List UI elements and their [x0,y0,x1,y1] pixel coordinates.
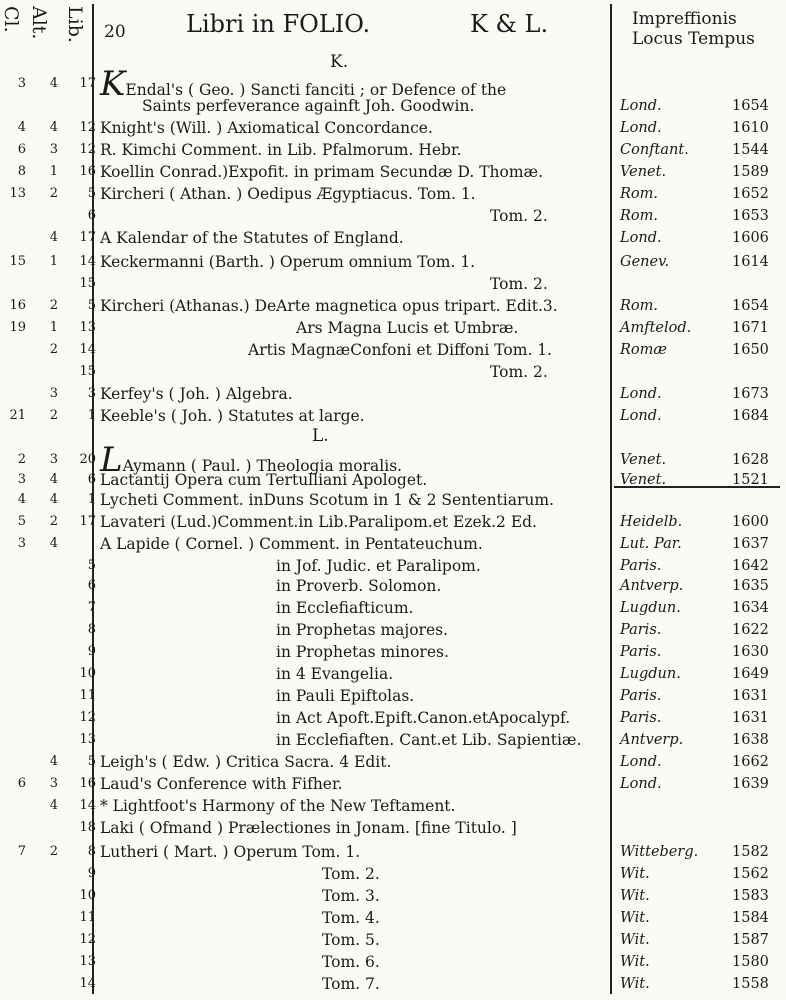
entry-title [276,664,393,684]
entry-text: Artis MagnæConfoni et Diffoni Tom. 1. [248,341,553,359]
imprint-place: Lut. Par. [620,536,682,552]
imprint-year: 1630 [732,644,769,660]
entry-text: A Lapide ( Cornel. ) Comment. in Pentateuchum. [100,535,483,553]
entry-text: Tom. 2. [490,363,548,381]
entry-title [100,252,475,272]
imprint-year: 1622 [732,622,769,638]
imprint-place: Wit. [620,888,650,904]
entry-text: Tom. 5. [322,931,380,949]
alt-number: 4 [49,76,58,91]
imprint-header-line1: Impreffionis [632,9,737,29]
imprint-year: 1584 [732,910,769,926]
entry-text: Tom. 7. [322,975,380,993]
entry-text: in Jof. Judic. et Paralipom. [276,557,481,575]
imprint-year: 1671 [732,320,769,336]
page-title: Libri in FOLIO. [186,10,371,38]
class-number: 19 [9,320,26,335]
imprint-year: 1562 [732,866,769,882]
catalogue-row [4,184,784,204]
imprint-year: 1580 [732,954,769,970]
imprint-year: 1650 [732,342,769,358]
lib-number: 18 [79,820,96,835]
imprint-place: Paris. [620,622,662,638]
entry-text: Keeble's ( Joh. ) Statutes at large. [100,407,365,425]
lib-number: 15 [79,276,96,291]
imprint-place: Wit. [620,932,650,948]
drop-capital: K [100,64,126,104]
catalogue-row [4,162,784,182]
entry-text: Saints perfeverance againft Joh. Goodwin. [142,97,475,115]
imprint-place: Amftelod. [620,320,692,336]
alt-number: 2 [49,186,58,201]
page-number: 20 [104,22,126,42]
imprint-year: 1684 [732,408,769,424]
imprint-place: Wit. [620,954,650,970]
imprint-year: 1558 [732,976,769,992]
section-heading-l: L. [312,426,329,446]
imprint-place: Wit. [620,866,650,882]
lib-number: 9 [87,644,96,659]
entry-text: Kerfey's ( Joh. ) Algebra. [100,385,293,403]
entry-text: Leigh's ( Edw. ) Critica Sacra. 4 Edit. [100,753,392,771]
imprint-place: Rom. [620,298,659,314]
imprint-year: 1600 [732,514,769,530]
entry-text: Aymann ( Paul. ) Theologia moralis. [122,457,403,475]
class-number: 15 [9,254,26,269]
catalogue-row [4,842,784,862]
entry-text: Laki ( Ofmand ) Prælectiones in Jonam. [fine Titulo. ] [100,819,517,837]
catalogue-row [4,556,784,576]
imprint-place: Paris. [620,558,662,574]
imprint-place: Paris. [620,710,662,726]
catalogue-row [4,406,784,426]
catalogue-row [4,228,784,248]
entry-title [276,686,414,706]
entry-text: Lavateri (Lud.)Comment.in Lib.Paralipom.et Ezek.2 Ed. [100,513,537,531]
catalogue-row [4,708,784,728]
catalogue-row [4,818,784,838]
entry-title [490,274,548,294]
class-number: 16 [9,298,26,313]
lib-number: 1 [87,492,96,507]
alt-number: 1 [49,164,58,179]
imprint-place: Lond. [620,776,662,792]
catalogue-row [4,642,784,662]
imprint-year: 1589 [732,164,769,180]
catalogue-row [4,886,784,906]
imprint-place: Lond. [620,408,662,424]
entry-text: A Kalendar of the Statutes of England. [100,229,404,247]
lib-number: 12 [79,710,96,725]
lib-number: 1 [87,408,96,423]
catalogue-row [4,512,784,532]
entry-title [322,930,380,950]
catalogue-row [4,796,784,816]
entry-text: Knight's (Will. ) Axiomatical Concordance. [100,119,433,137]
entry-text: Tom. 3. [322,887,380,905]
imprint-year: 1642 [732,558,769,574]
alt-number: 1 [49,320,58,335]
entry-title [100,470,427,490]
imprint-year: 1610 [732,120,769,136]
entry-text: in 4 Evangelia. [276,665,394,683]
imprint-year: 1635 [732,578,769,594]
catalogue-row [4,252,784,272]
lib-number: 10 [79,666,96,681]
imprint-year: 1631 [732,710,769,726]
imprint-place: Paris. [620,688,662,704]
imprint-place: Venet. [620,452,667,468]
alt-number: 4 [49,472,58,487]
catalogue-row [4,490,784,510]
lib-number: 16 [79,776,96,791]
imprint-place: Lond. [620,754,662,770]
imprint-place: Rom. [620,208,659,224]
entry-text: Keckermanni (Barth. ) Operum omnium Tom. 1. [100,253,476,271]
imprint-place: Conftant. [620,142,689,158]
imprint-year: 1606 [732,230,769,246]
alt-number: 3 [49,142,58,157]
imprint-place: Venet. [620,164,667,180]
entry-text: Tom. 2. [490,275,548,293]
catalogue-row [4,140,784,160]
entry-title [276,556,481,576]
entry-title [276,620,448,640]
column-header-class: Cl. [0,6,22,33]
class-number: 6 [17,142,26,157]
drop-capital: L [100,440,123,480]
lib-number: 7 [87,600,96,615]
entry-text: Kircheri (Athanas.) DeArte magnetica opus tripart. Edit.3. [100,297,558,315]
alt-number: 4 [49,120,58,135]
alt-number: 3 [49,452,58,467]
catalogue-row [4,930,784,950]
alt-number: 2 [49,408,58,423]
catalogue-row [4,752,784,772]
lib-number: 15 [79,364,96,379]
entry-title [100,842,360,862]
entry-title [100,796,455,816]
entry-title [100,162,543,182]
lib-number: 16 [79,164,96,179]
imprint-place: Rom. [620,186,659,202]
imprint-place: Lond. [620,386,662,402]
class-number: 3 [17,536,26,551]
catalogue-row [4,974,784,994]
entry-title [100,228,404,248]
lib-number: 12 [79,932,96,947]
section-heading-k: K. [330,52,349,72]
catalogue-row [4,864,784,884]
class-number: 3 [17,472,26,487]
imprint-year: 1673 [732,386,769,402]
lib-number: 13 [79,320,96,335]
entry-title [100,512,537,532]
entry-text: Tom. 4. [322,909,380,927]
entry-text: Tom. 6. [322,953,380,971]
entry-title [296,318,518,338]
lib-number: 12 [79,120,96,135]
imprint-year: 1631 [732,688,769,704]
alt-number: 4 [49,230,58,245]
imprint-year: 1521 [732,472,769,488]
catalogue-row [4,206,784,226]
class-number: 2 [17,452,26,467]
entry-title [276,576,441,596]
lib-number: 5 [87,186,96,201]
catalogue-row [4,470,784,490]
imprint-place: Genev. [620,254,670,270]
entry-title [248,340,552,360]
imprint-year: 1637 [732,536,769,552]
imprint-year: 1654 [732,298,769,314]
imprint-year: 1544 [732,142,769,158]
entry-title [100,818,517,838]
lib-number: 5 [87,754,96,769]
imprint-year: 1587 [732,932,769,948]
entry-title [490,362,548,382]
entry-text: Endal's ( Geo. ) Sancti fanciti ; or Defence of the [125,81,507,99]
class-number: 8 [17,164,26,179]
lib-number: 17 [79,514,96,529]
alt-number: 3 [49,386,58,401]
column-header-lib: Lib. [64,6,86,43]
alt-number: 3 [49,776,58,791]
imprint-place: Lond. [620,98,662,114]
lib-number: 3 [87,386,96,401]
entry-text: in Prophetas minores. [276,643,449,661]
imprint-place: Paris. [620,644,662,660]
imprint-year: 1652 [732,186,769,202]
entry-text: in Prophetas majores. [276,621,449,639]
lib-number: 13 [79,732,96,747]
entry-title [100,774,343,794]
entry-title [276,730,581,750]
entry-text: in Act Apoft.Epift.Canon.etApocalypf. [276,709,571,727]
catalogue-row [4,576,784,596]
lib-number: 6 [87,208,96,223]
class-number: 4 [17,120,26,135]
catalogue-row [4,774,784,794]
class-number: 3 [17,76,26,91]
catalogue-row [4,534,784,554]
entry-text: in Ecclefiaften. Cant.et Lib. Sapientiæ. [276,731,582,749]
entry-text: R. Kimchi Comment. in Lib. Pfalmorum. Hebr. [100,141,462,159]
entry-title [322,952,380,972]
imprint-place: Antverp. [620,578,684,594]
imprint-year: 1582 [732,844,769,860]
imprint-year: 1662 [732,754,769,770]
catalogue-row [4,362,784,382]
catalogue-row [4,384,784,404]
entry-title [490,206,548,226]
catalogue-row [4,620,784,640]
lib-number: 20 [79,452,96,467]
entry-text: Kircheri ( Athan. ) Oedipus Ægyptiacus. Tom. 1. [100,185,476,203]
lib-number: 17 [79,76,96,91]
imprint-year: 1654 [732,98,769,114]
class-number: 13 [9,186,26,201]
lib-number: 6 [87,578,96,593]
entry-text: Lutheri ( Mart. ) Operum Tom. 1. [100,843,361,861]
entry-title [276,642,449,662]
lib-number: 8 [87,844,96,859]
alt-number: 4 [49,536,58,551]
catalogue-row [4,296,784,316]
catalogue-row [4,118,784,138]
alt-number: 2 [49,514,58,529]
imprint-place: Romæ [620,342,668,358]
entry-title [322,886,380,906]
lib-number: 14 [79,342,96,357]
entry-text: in Proverb. Solomon. [276,577,442,595]
lib-number: 14 [79,798,96,813]
entry-text: Lycheti Comment. inDuns Scotum in 1 & 2 Sententiarum. [100,491,555,509]
entry-text: Ars Magna Lucis et Umbræ. [296,319,519,337]
alt-number: 4 [49,798,58,813]
imprint-place: Witteberg. [620,844,699,860]
entry-title [100,384,293,404]
imprint-place: Lond. [620,230,662,246]
imprint-place: Lugdun. [620,600,681,616]
imprint-place: Venet. [620,472,667,488]
alt-number: 4 [49,492,58,507]
alt-number: 4 [49,754,58,769]
imprint-place: Wit. [620,976,650,992]
lib-number: 11 [79,910,96,925]
entry-title [100,534,483,554]
alt-number: 2 [49,844,58,859]
entry-title [100,118,433,138]
catalogue-row [4,96,784,116]
catalogue-row [4,598,784,618]
lib-number: 17 [79,230,96,245]
imprint-year: 1583 [732,888,769,904]
entry-title [100,296,558,316]
lib-number: 9 [87,866,96,881]
entry-title [276,598,413,618]
entry-title [142,96,474,116]
imprint-year: 1639 [732,776,769,792]
entry-text: Tom. 2. [322,865,380,883]
alt-number: 1 [49,254,58,269]
imprint-year: 1634 [732,600,769,616]
lib-number: 5 [87,558,96,573]
imprint-place: Wit. [620,910,650,926]
class-number: 5 [17,514,26,529]
lib-number: 14 [79,254,96,269]
lib-number: 6 [87,472,96,487]
alt-number: 2 [49,298,58,313]
entry-title [322,864,380,884]
imprint-place: Lond. [620,120,662,136]
catalogue-row [4,730,784,750]
page-title-letters: K & L. [470,10,549,38]
imprint-year: 1649 [732,666,769,682]
catalogue-row [4,664,784,684]
entry-text: Lactantij Opera cum Tertulliani Apologet. [100,471,428,489]
catalogue-row [4,274,784,294]
alt-number: 2 [49,342,58,357]
imprint-place: Antverp. [620,732,684,748]
entry-title [100,406,365,426]
column-header-alt: Alt. [28,6,50,40]
entry-text: Tom. 2. [490,207,548,225]
lib-number: 13 [79,954,96,969]
catalogue-row [4,908,784,928]
class-number: 7 [17,844,26,859]
catalogue-row [4,952,784,972]
entry-title [322,974,380,994]
entry-text: Laud's Conference with Fifher. [100,775,343,793]
entry-text: Koellin Conrad.)Expofit. in primam Secundæ D. Thomæ. [100,163,544,181]
lib-number: 10 [79,888,96,903]
entry-title [100,140,462,160]
lib-number: 5 [87,298,96,313]
lib-number: 12 [79,142,96,157]
catalogue-row [4,318,784,338]
imprint-year: 1614 [732,254,769,270]
class-number: 21 [9,408,26,423]
catalogue-row [4,64,784,104]
lib-number: 11 [79,688,96,703]
entry-title [322,908,380,928]
entry-text: * Lightfoot's Harmony of the New Teftament. [100,797,456,815]
lib-number: 14 [79,976,96,991]
class-number: 6 [17,776,26,791]
imprint-place: Lugdun. [620,666,681,682]
entry-text: in Ecclefiafticum. [276,599,414,617]
entry-text: in Pauli Epiftolas. [276,687,415,705]
entry-title [276,708,570,728]
imprint-year: 1628 [732,452,769,468]
imprint-place: Heidelb. [620,514,683,530]
class-number: 4 [17,492,26,507]
lib-number: 8 [87,622,96,637]
catalogue-row [4,340,784,360]
imprint-header-line2: Locus Tempus [632,29,755,49]
imprint-year: 1653 [732,208,769,224]
catalogue-row [4,686,784,706]
entry-title [100,752,391,772]
entry-title [100,184,476,204]
entry-title [100,490,554,510]
imprint-year: 1638 [732,732,769,748]
